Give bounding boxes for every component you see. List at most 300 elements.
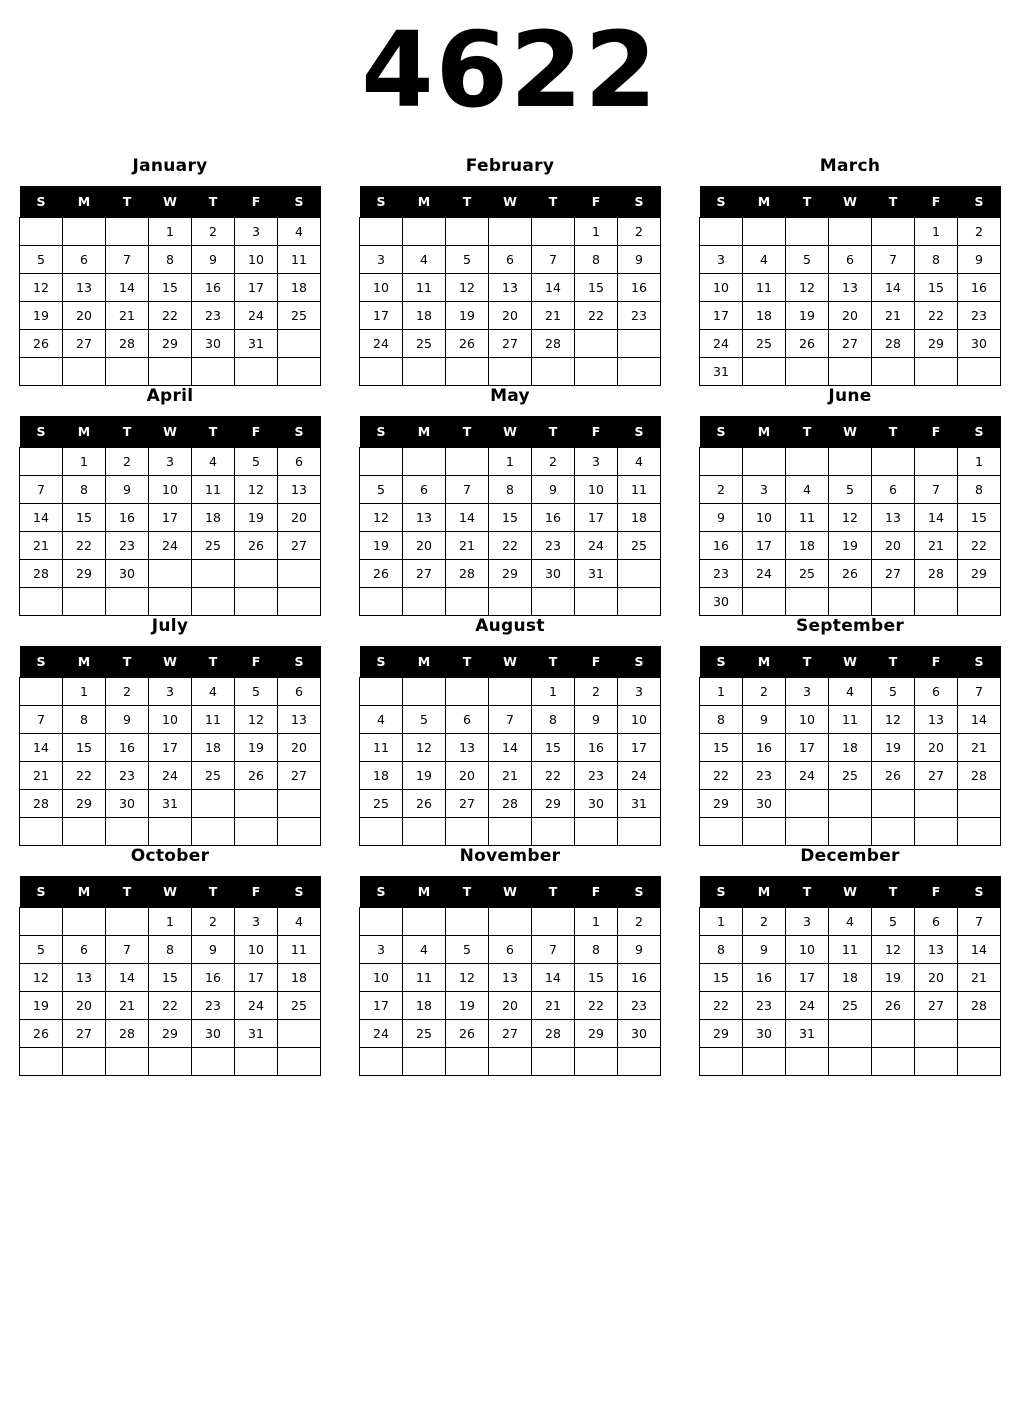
day-cell[interactable]: 9 — [106, 706, 149, 734]
day-cell[interactable]: 3 — [618, 678, 661, 706]
day-cell[interactable]: 28 — [20, 790, 63, 818]
day-cell[interactable]: 17 — [575, 504, 618, 532]
day-cell[interactable]: 19 — [446, 992, 489, 1020]
day-cell[interactable]: 1 — [915, 218, 958, 246]
day-cell[interactable]: 27 — [489, 330, 532, 358]
day-cell[interactable]: 27 — [63, 330, 106, 358]
day-cell[interactable]: 8 — [915, 246, 958, 274]
day-cell[interactable]: 3 — [786, 908, 829, 936]
day-cell[interactable]: 26 — [235, 762, 278, 790]
day-cell[interactable]: 25 — [192, 762, 235, 790]
day-cell[interactable]: 5 — [872, 678, 915, 706]
day-cell[interactable]: 26 — [872, 992, 915, 1020]
day-cell[interactable]: 10 — [235, 936, 278, 964]
day-cell[interactable]: 21 — [915, 532, 958, 560]
day-cell[interactable]: 18 — [618, 504, 661, 532]
day-cell[interactable]: 30 — [192, 330, 235, 358]
day-cell[interactable]: 26 — [446, 330, 489, 358]
day-cell[interactable]: 16 — [192, 964, 235, 992]
day-cell[interactable]: 13 — [278, 476, 321, 504]
day-cell[interactable]: 10 — [360, 274, 403, 302]
day-cell[interactable]: 21 — [20, 762, 63, 790]
day-cell[interactable]: 20 — [63, 302, 106, 330]
day-cell[interactable]: 18 — [360, 762, 403, 790]
day-cell[interactable]: 13 — [829, 274, 872, 302]
day-cell[interactable]: 24 — [618, 762, 661, 790]
day-cell[interactable]: 1 — [700, 908, 743, 936]
day-cell[interactable]: 9 — [958, 246, 1001, 274]
day-cell[interactable]: 13 — [489, 274, 532, 302]
day-cell[interactable]: 12 — [20, 274, 63, 302]
day-cell[interactable]: 24 — [149, 762, 192, 790]
day-cell[interactable]: 14 — [958, 936, 1001, 964]
day-cell[interactable]: 31 — [235, 330, 278, 358]
day-cell[interactable]: 28 — [446, 560, 489, 588]
day-cell[interactable]: 11 — [360, 734, 403, 762]
day-cell[interactable]: 13 — [278, 706, 321, 734]
day-cell[interactable]: 26 — [829, 560, 872, 588]
day-cell[interactable]: 15 — [149, 964, 192, 992]
day-cell[interactable]: 2 — [192, 908, 235, 936]
day-cell[interactable]: 7 — [20, 706, 63, 734]
day-cell[interactable]: 13 — [915, 706, 958, 734]
day-cell[interactable]: 11 — [786, 504, 829, 532]
day-cell[interactable]: 26 — [235, 532, 278, 560]
day-cell[interactable]: 21 — [106, 992, 149, 1020]
day-cell[interactable]: 13 — [915, 936, 958, 964]
day-cell[interactable]: 8 — [532, 706, 575, 734]
day-cell[interactable]: 5 — [20, 246, 63, 274]
day-cell[interactable]: 29 — [63, 560, 106, 588]
day-cell[interactable]: 14 — [872, 274, 915, 302]
day-cell[interactable]: 30 — [743, 790, 786, 818]
day-cell[interactable]: 19 — [20, 992, 63, 1020]
day-cell[interactable]: 31 — [575, 560, 618, 588]
day-cell[interactable]: 19 — [829, 532, 872, 560]
day-cell[interactable]: 30 — [532, 560, 575, 588]
day-cell[interactable]: 2 — [532, 448, 575, 476]
day-cell[interactable]: 7 — [106, 246, 149, 274]
day-cell[interactable]: 22 — [149, 302, 192, 330]
day-cell[interactable]: 12 — [235, 706, 278, 734]
day-cell[interactable]: 7 — [446, 476, 489, 504]
day-cell[interactable]: 10 — [149, 476, 192, 504]
day-cell[interactable]: 12 — [786, 274, 829, 302]
day-cell[interactable]: 3 — [235, 908, 278, 936]
day-cell[interactable]: 8 — [63, 476, 106, 504]
day-cell[interactable]: 6 — [915, 908, 958, 936]
day-cell[interactable]: 17 — [235, 964, 278, 992]
day-cell[interactable]: 21 — [872, 302, 915, 330]
day-cell[interactable]: 12 — [829, 504, 872, 532]
day-cell[interactable]: 29 — [63, 790, 106, 818]
day-cell[interactable]: 7 — [958, 678, 1001, 706]
day-cell[interactable]: 28 — [489, 790, 532, 818]
day-cell[interactable]: 18 — [192, 504, 235, 532]
day-cell[interactable]: 20 — [278, 504, 321, 532]
day-cell[interactable]: 3 — [360, 246, 403, 274]
day-cell[interactable]: 28 — [106, 1020, 149, 1048]
day-cell[interactable]: 15 — [915, 274, 958, 302]
day-cell[interactable]: 23 — [618, 992, 661, 1020]
day-cell[interactable]: 20 — [446, 762, 489, 790]
day-cell[interactable]: 21 — [106, 302, 149, 330]
day-cell[interactable]: 1 — [575, 218, 618, 246]
day-cell[interactable]: 3 — [743, 476, 786, 504]
day-cell[interactable]: 4 — [618, 448, 661, 476]
day-cell[interactable]: 25 — [829, 762, 872, 790]
day-cell[interactable]: 3 — [700, 246, 743, 274]
day-cell[interactable]: 14 — [915, 504, 958, 532]
day-cell[interactable]: 15 — [532, 734, 575, 762]
day-cell[interactable]: 4 — [192, 678, 235, 706]
day-cell[interactable]: 15 — [575, 274, 618, 302]
day-cell[interactable]: 16 — [743, 734, 786, 762]
day-cell[interactable]: 5 — [829, 476, 872, 504]
day-cell[interactable]: 26 — [872, 762, 915, 790]
day-cell[interactable]: 25 — [403, 330, 446, 358]
day-cell[interactable]: 4 — [743, 246, 786, 274]
day-cell[interactable]: 1 — [149, 908, 192, 936]
day-cell[interactable]: 28 — [532, 1020, 575, 1048]
day-cell[interactable]: 7 — [532, 246, 575, 274]
day-cell[interactable]: 21 — [446, 532, 489, 560]
day-cell[interactable]: 26 — [403, 790, 446, 818]
day-cell[interactable]: 2 — [743, 908, 786, 936]
day-cell[interactable]: 10 — [786, 706, 829, 734]
day-cell[interactable]: 18 — [829, 734, 872, 762]
day-cell[interactable]: 31 — [700, 358, 743, 386]
day-cell[interactable]: 11 — [618, 476, 661, 504]
day-cell[interactable]: 19 — [786, 302, 829, 330]
day-cell[interactable]: 20 — [403, 532, 446, 560]
day-cell[interactable]: 30 — [743, 1020, 786, 1048]
day-cell[interactable]: 22 — [489, 532, 532, 560]
day-cell[interactable]: 16 — [532, 504, 575, 532]
day-cell[interactable]: 15 — [700, 964, 743, 992]
day-cell[interactable]: 29 — [489, 560, 532, 588]
day-cell[interactable]: 12 — [872, 936, 915, 964]
day-cell[interactable]: 23 — [743, 762, 786, 790]
day-cell[interactable]: 2 — [958, 218, 1001, 246]
day-cell[interactable]: 8 — [700, 936, 743, 964]
day-cell[interactable]: 2 — [618, 908, 661, 936]
day-cell[interactable]: 23 — [618, 302, 661, 330]
day-cell[interactable]: 4 — [403, 246, 446, 274]
day-cell[interactable]: 9 — [743, 706, 786, 734]
day-cell[interactable]: 2 — [106, 448, 149, 476]
day-cell[interactable]: 30 — [575, 790, 618, 818]
day-cell[interactable]: 14 — [958, 706, 1001, 734]
day-cell[interactable]: 20 — [915, 964, 958, 992]
day-cell[interactable]: 6 — [915, 678, 958, 706]
day-cell[interactable]: 5 — [403, 706, 446, 734]
day-cell[interactable]: 25 — [786, 560, 829, 588]
day-cell[interactable]: 31 — [786, 1020, 829, 1048]
day-cell[interactable]: 1 — [532, 678, 575, 706]
day-cell[interactable]: 25 — [403, 1020, 446, 1048]
day-cell[interactable]: 9 — [618, 936, 661, 964]
day-cell[interactable]: 13 — [63, 274, 106, 302]
day-cell[interactable]: 28 — [872, 330, 915, 358]
day-cell[interactable]: 17 — [235, 274, 278, 302]
day-cell[interactable]: 1 — [958, 448, 1001, 476]
day-cell[interactable]: 30 — [106, 560, 149, 588]
day-cell[interactable]: 10 — [149, 706, 192, 734]
day-cell[interactable]: 11 — [403, 274, 446, 302]
day-cell[interactable]: 19 — [403, 762, 446, 790]
day-cell[interactable]: 6 — [403, 476, 446, 504]
day-cell[interactable]: 15 — [700, 734, 743, 762]
day-cell[interactable]: 25 — [278, 302, 321, 330]
day-cell[interactable]: 2 — [106, 678, 149, 706]
day-cell[interactable]: 21 — [958, 964, 1001, 992]
day-cell[interactable]: 27 — [915, 762, 958, 790]
day-cell[interactable]: 15 — [958, 504, 1001, 532]
day-cell[interactable]: 22 — [532, 762, 575, 790]
day-cell[interactable]: 26 — [20, 1020, 63, 1048]
day-cell[interactable]: 27 — [872, 560, 915, 588]
day-cell[interactable]: 14 — [106, 274, 149, 302]
day-cell[interactable]: 19 — [446, 302, 489, 330]
day-cell[interactable]: 9 — [106, 476, 149, 504]
day-cell[interactable]: 28 — [958, 762, 1001, 790]
day-cell[interactable]: 4 — [786, 476, 829, 504]
day-cell[interactable]: 23 — [192, 302, 235, 330]
day-cell[interactable]: 17 — [149, 504, 192, 532]
day-cell[interactable]: 23 — [700, 560, 743, 588]
day-cell[interactable]: 1 — [63, 678, 106, 706]
day-cell[interactable]: 27 — [278, 532, 321, 560]
day-cell[interactable]: 4 — [829, 908, 872, 936]
day-cell[interactable]: 6 — [489, 936, 532, 964]
day-cell[interactable]: 22 — [575, 992, 618, 1020]
day-cell[interactable]: 7 — [489, 706, 532, 734]
day-cell[interactable]: 30 — [192, 1020, 235, 1048]
day-cell[interactable]: 8 — [575, 936, 618, 964]
day-cell[interactable]: 24 — [743, 560, 786, 588]
day-cell[interactable]: 16 — [958, 274, 1001, 302]
day-cell[interactable]: 11 — [743, 274, 786, 302]
day-cell[interactable]: 20 — [872, 532, 915, 560]
day-cell[interactable]: 28 — [106, 330, 149, 358]
day-cell[interactable]: 22 — [958, 532, 1001, 560]
day-cell[interactable]: 4 — [278, 908, 321, 936]
day-cell[interactable]: 17 — [618, 734, 661, 762]
day-cell[interactable]: 18 — [786, 532, 829, 560]
day-cell[interactable]: 10 — [575, 476, 618, 504]
day-cell[interactable]: 13 — [872, 504, 915, 532]
day-cell[interactable]: 5 — [235, 448, 278, 476]
day-cell[interactable]: 10 — [786, 936, 829, 964]
day-cell[interactable]: 24 — [149, 532, 192, 560]
day-cell[interactable]: 22 — [149, 992, 192, 1020]
day-cell[interactable]: 28 — [20, 560, 63, 588]
day-cell[interactable]: 30 — [618, 1020, 661, 1048]
day-cell[interactable]: 13 — [403, 504, 446, 532]
day-cell[interactable]: 15 — [149, 274, 192, 302]
day-cell[interactable]: 27 — [915, 992, 958, 1020]
day-cell[interactable]: 24 — [786, 762, 829, 790]
day-cell[interactable]: 9 — [700, 504, 743, 532]
day-cell[interactable]: 30 — [106, 790, 149, 818]
day-cell[interactable]: 23 — [106, 532, 149, 560]
day-cell[interactable]: 20 — [489, 992, 532, 1020]
day-cell[interactable]: 5 — [360, 476, 403, 504]
day-cell[interactable]: 10 — [618, 706, 661, 734]
day-cell[interactable]: 6 — [63, 246, 106, 274]
day-cell[interactable]: 12 — [20, 964, 63, 992]
day-cell[interactable]: 23 — [743, 992, 786, 1020]
day-cell[interactable]: 16 — [106, 504, 149, 532]
day-cell[interactable]: 29 — [149, 330, 192, 358]
day-cell[interactable]: 28 — [958, 992, 1001, 1020]
day-cell[interactable]: 21 — [489, 762, 532, 790]
day-cell[interactable]: 10 — [360, 964, 403, 992]
day-cell[interactable]: 27 — [403, 560, 446, 588]
day-cell[interactable]: 20 — [278, 734, 321, 762]
day-cell[interactable]: 14 — [20, 504, 63, 532]
day-cell[interactable]: 21 — [958, 734, 1001, 762]
day-cell[interactable]: 3 — [235, 218, 278, 246]
day-cell[interactable]: 7 — [532, 936, 575, 964]
day-cell[interactable]: 17 — [786, 734, 829, 762]
day-cell[interactable]: 7 — [958, 908, 1001, 936]
day-cell[interactable]: 25 — [360, 790, 403, 818]
day-cell[interactable]: 12 — [446, 274, 489, 302]
day-cell[interactable]: 11 — [278, 246, 321, 274]
day-cell[interactable]: 3 — [149, 448, 192, 476]
day-cell[interactable]: 3 — [575, 448, 618, 476]
day-cell[interactable]: 7 — [872, 246, 915, 274]
day-cell[interactable]: 4 — [278, 218, 321, 246]
day-cell[interactable]: 8 — [149, 246, 192, 274]
day-cell[interactable]: 13 — [489, 964, 532, 992]
day-cell[interactable]: 23 — [192, 992, 235, 1020]
day-cell[interactable]: 1 — [700, 678, 743, 706]
day-cell[interactable]: 3 — [149, 678, 192, 706]
day-cell[interactable]: 11 — [192, 706, 235, 734]
day-cell[interactable]: 20 — [489, 302, 532, 330]
day-cell[interactable]: 9 — [532, 476, 575, 504]
day-cell[interactable]: 14 — [106, 964, 149, 992]
day-cell[interactable]: 27 — [278, 762, 321, 790]
day-cell[interactable]: 15 — [63, 734, 106, 762]
day-cell[interactable]: 28 — [532, 330, 575, 358]
day-cell[interactable]: 22 — [700, 992, 743, 1020]
day-cell[interactable]: 18 — [278, 274, 321, 302]
day-cell[interactable]: 16 — [192, 274, 235, 302]
day-cell[interactable]: 23 — [106, 762, 149, 790]
day-cell[interactable]: 29 — [915, 330, 958, 358]
day-cell[interactable]: 10 — [743, 504, 786, 532]
day-cell[interactable]: 14 — [20, 734, 63, 762]
day-cell[interactable]: 30 — [958, 330, 1001, 358]
day-cell[interactable]: 5 — [235, 678, 278, 706]
day-cell[interactable]: 27 — [489, 1020, 532, 1048]
day-cell[interactable]: 9 — [743, 936, 786, 964]
day-cell[interactable]: 9 — [575, 706, 618, 734]
day-cell[interactable]: 6 — [829, 246, 872, 274]
day-cell[interactable]: 3 — [360, 936, 403, 964]
day-cell[interactable]: 22 — [575, 302, 618, 330]
day-cell[interactable]: 25 — [829, 992, 872, 1020]
day-cell[interactable]: 14 — [532, 964, 575, 992]
day-cell[interactable]: 6 — [278, 678, 321, 706]
day-cell[interactable]: 28 — [915, 560, 958, 588]
day-cell[interactable]: 20 — [915, 734, 958, 762]
day-cell[interactable]: 16 — [618, 274, 661, 302]
day-cell[interactable]: 3 — [786, 678, 829, 706]
day-cell[interactable]: 22 — [700, 762, 743, 790]
day-cell[interactable]: 6 — [872, 476, 915, 504]
day-cell[interactable]: 9 — [192, 246, 235, 274]
day-cell[interactable]: 4 — [192, 448, 235, 476]
day-cell[interactable]: 1 — [63, 448, 106, 476]
day-cell[interactable]: 14 — [446, 504, 489, 532]
day-cell[interactable]: 8 — [489, 476, 532, 504]
day-cell[interactable]: 24 — [235, 302, 278, 330]
day-cell[interactable]: 11 — [278, 936, 321, 964]
day-cell[interactable]: 14 — [532, 274, 575, 302]
day-cell[interactable]: 20 — [829, 302, 872, 330]
day-cell[interactable]: 9 — [618, 246, 661, 274]
day-cell[interactable]: 16 — [700, 532, 743, 560]
day-cell[interactable]: 16 — [106, 734, 149, 762]
day-cell[interactable]: 13 — [63, 964, 106, 992]
day-cell[interactable]: 9 — [192, 936, 235, 964]
day-cell[interactable]: 10 — [700, 274, 743, 302]
day-cell[interactable]: 12 — [235, 476, 278, 504]
day-cell[interactable]: 8 — [700, 706, 743, 734]
day-cell[interactable]: 16 — [743, 964, 786, 992]
day-cell[interactable]: 1 — [149, 218, 192, 246]
day-cell[interactable]: 2 — [192, 218, 235, 246]
day-cell[interactable]: 26 — [786, 330, 829, 358]
day-cell[interactable]: 23 — [575, 762, 618, 790]
day-cell[interactable]: 5 — [872, 908, 915, 936]
day-cell[interactable]: 29 — [700, 790, 743, 818]
day-cell[interactable]: 22 — [63, 762, 106, 790]
day-cell[interactable]: 20 — [63, 992, 106, 1020]
day-cell[interactable]: 15 — [575, 964, 618, 992]
day-cell[interactable]: 6 — [446, 706, 489, 734]
day-cell[interactable]: 19 — [235, 734, 278, 762]
day-cell[interactable]: 6 — [278, 448, 321, 476]
day-cell[interactable]: 7 — [915, 476, 958, 504]
day-cell[interactable]: 6 — [63, 936, 106, 964]
day-cell[interactable]: 5 — [20, 936, 63, 964]
day-cell[interactable]: 18 — [743, 302, 786, 330]
day-cell[interactable]: 24 — [700, 330, 743, 358]
day-cell[interactable]: 5 — [446, 936, 489, 964]
day-cell[interactable]: 24 — [360, 1020, 403, 1048]
day-cell[interactable]: 18 — [403, 992, 446, 1020]
day-cell[interactable]: 22 — [915, 302, 958, 330]
day-cell[interactable]: 12 — [872, 706, 915, 734]
day-cell[interactable]: 22 — [63, 532, 106, 560]
day-cell[interactable]: 12 — [360, 504, 403, 532]
day-cell[interactable]: 7 — [106, 936, 149, 964]
day-cell[interactable]: 26 — [446, 1020, 489, 1048]
day-cell[interactable]: 18 — [829, 964, 872, 992]
day-cell[interactable]: 27 — [829, 330, 872, 358]
day-cell[interactable]: 8 — [958, 476, 1001, 504]
day-cell[interactable]: 31 — [235, 1020, 278, 1048]
day-cell[interactable]: 19 — [360, 532, 403, 560]
day-cell[interactable]: 27 — [63, 1020, 106, 1048]
day-cell[interactable]: 16 — [618, 964, 661, 992]
